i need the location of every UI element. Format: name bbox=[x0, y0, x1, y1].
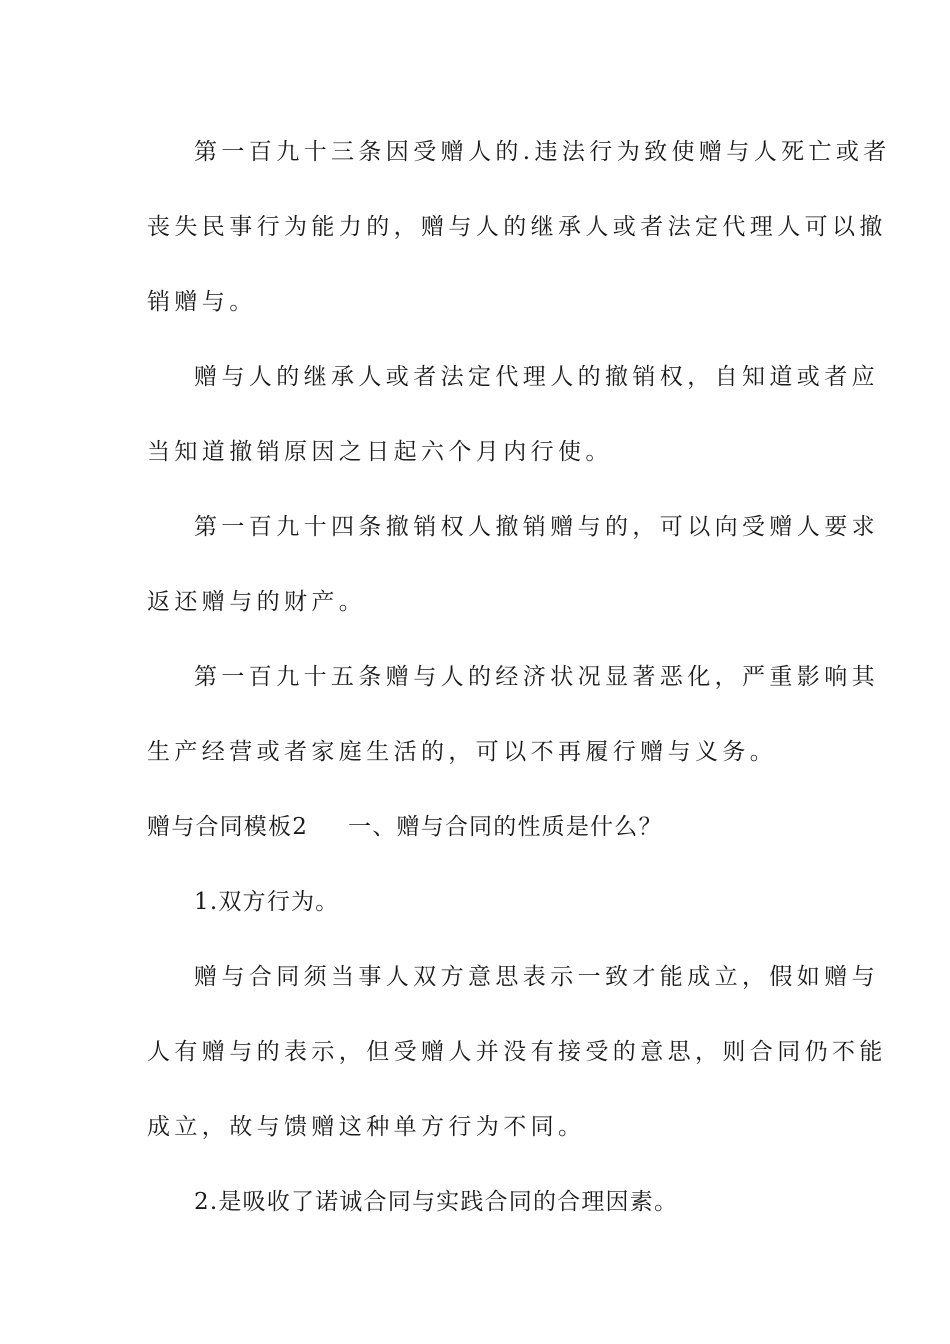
paragraph-line: 当知道撤销原因之日起六个月内行使。 bbox=[147, 439, 613, 465]
paragraph-line: 赠与合同须当事人双方意思表示一致才能成立，假如赠与 bbox=[194, 964, 879, 990]
paragraph-line: 成立，故与馈赠这种单方行为不同。 bbox=[147, 1114, 586, 1140]
heading-title: 赠与合同模板2 bbox=[147, 814, 309, 840]
paragraph-line: 赠与人的继承人或者法定代理人的撤销权，自知道或者应 bbox=[194, 364, 879, 390]
paragraph-line: 第一百九十五条赠与人的经济状况显著恶化，严重影响其 bbox=[194, 664, 879, 690]
paragraph-line: 人有赠与的表示，但受赠人并没有接受的意思，则合同仍不能 bbox=[147, 1039, 887, 1065]
paragraph-line: 第一百九十四条撤销权人撤销赠与的，可以向受赠人要求 bbox=[194, 514, 879, 540]
section-heading bbox=[147, 812, 807, 842]
paragraph-line: 第一百九十三条因受赠人的.违法行为致使赠与人死亡或者 bbox=[194, 139, 891, 165]
heading-question: 一、赠与合同的性质是什么？ bbox=[348, 814, 663, 840]
list-item: 1.双方行为。 bbox=[194, 889, 340, 915]
paragraph-line: 返还赠与的财产。 bbox=[147, 589, 367, 615]
paragraph-line: 生产经营或者家庭生活的，可以不再履行赠与义务。 bbox=[147, 739, 778, 765]
list-item: 2.是吸收了诺诚合同与实践合同的合理因素。 bbox=[194, 1189, 679, 1215]
paragraph-line: 销赠与。 bbox=[147, 289, 257, 315]
paragraph-line: 丧失民事行为能力的，赠与人的继承人或者法定代理人可以撤 bbox=[147, 214, 887, 240]
